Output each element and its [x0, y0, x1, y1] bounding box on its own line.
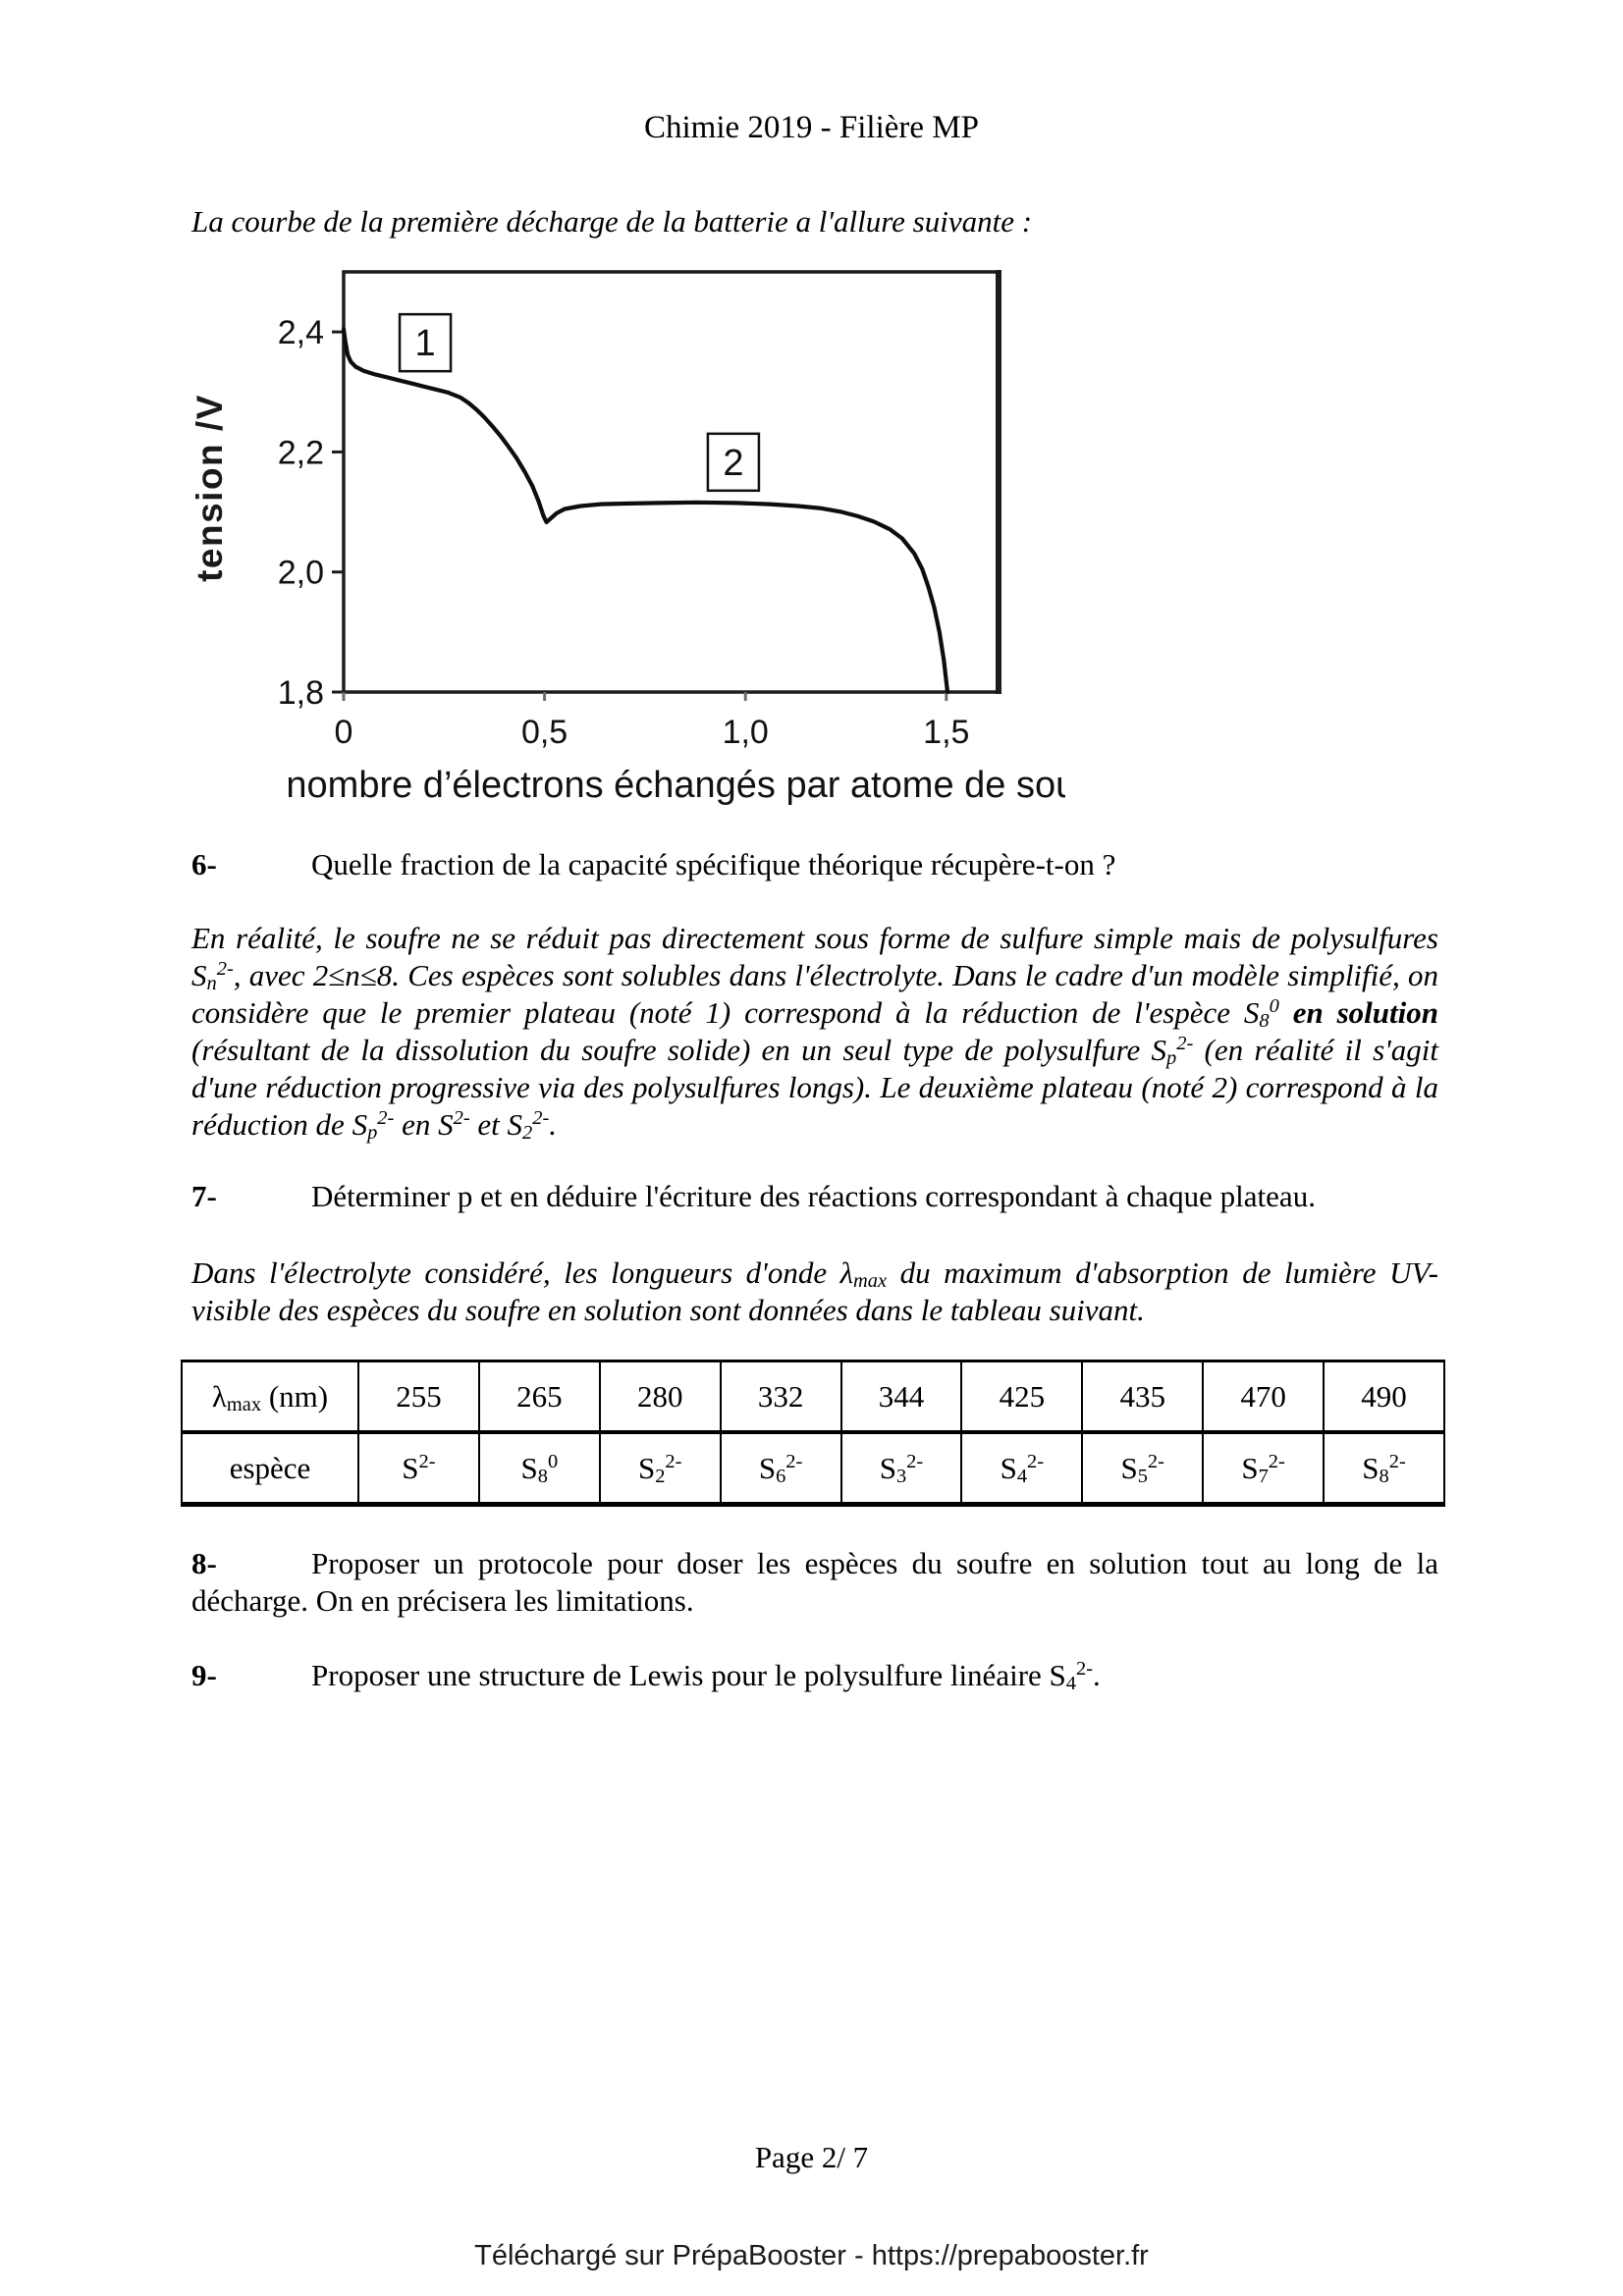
question-text: Proposer un protocole pour doser les espèces du soufre en solution tout au long de la décharge. On en précisera les limitations.: [191, 1546, 1438, 1618]
absorption-table: [181, 1360, 1445, 1507]
y-axis-title: tension /V: [189, 394, 230, 582]
table-cell: $S_4^{2-}$: [961, 1432, 1082, 1505]
question-text: Quelle fraction de la capacité spécifique théorique récupère-t-on ?: [311, 847, 1116, 881]
discharge-chart: [118, 257, 1065, 827]
x-tick-label: 0: [334, 714, 353, 751]
table-cell: 425: [961, 1362, 1082, 1433]
x-axis-title: nombre d’électrons échangés par atome de soufre: [286, 765, 1065, 806]
question-6: [191, 846, 1438, 883]
download-footer: Téléchargé sur PrépaBooster - https://prepabooster.fr: [474, 2240, 1149, 2271]
x-tick-label: 0,5: [520, 714, 568, 751]
page-title: Chimie 2019 - Filière MP: [644, 110, 979, 145]
y-tick-label: 2,4: [277, 314, 324, 352]
plateau-1-label: 1: [414, 323, 436, 365]
table-cell: 470: [1203, 1362, 1324, 1433]
table-cell: $S_2^{2-}$: [600, 1432, 721, 1505]
table-cell-header: espèce: [182, 1432, 358, 1505]
y-tick-label: 1,8: [277, 674, 324, 712]
table-cell: 344: [841, 1362, 962, 1433]
table-row-espece: [182, 1432, 1444, 1505]
question-number: 8-: [191, 1546, 217, 1580]
y-tick-label: 2,0: [277, 554, 324, 592]
y-tick-label: 2,2: [277, 434, 324, 472]
table-cell: $S_8^0$: [479, 1432, 600, 1505]
discharge-curve: [344, 329, 947, 692]
table-row-lambda: [182, 1362, 1444, 1433]
x-tick-label: 1,0: [722, 714, 769, 751]
table-cell: $S^{2-}$: [358, 1432, 479, 1505]
table-cell: 332: [721, 1362, 841, 1433]
table-cell: $S_5^{2-}$: [1082, 1432, 1203, 1505]
table-cell: 255: [358, 1362, 479, 1433]
question-number: 7-: [191, 1179, 217, 1213]
question-8: [191, 1545, 1438, 1620]
table-cell: $S_6^{2-}$: [721, 1432, 841, 1505]
paragraph-absorption: Dans l'électrolyte considéré, les longueurs d'onde $\lambda_{max}$ du maximum d'absorption de lumière UV-visible des espèces du soufre en solution sont données dans le tableau suivant.: [191, 1255, 1438, 1327]
table-cell: 265: [479, 1362, 600, 1433]
intro-text: La courbe de la première décharge de la batterie a l'allure suivante :: [191, 204, 1033, 239]
question-9: [191, 1657, 1438, 1694]
table-cell: $S_3^{2-}$: [841, 1432, 962, 1505]
question-7: [191, 1178, 1438, 1215]
question-number: 9-: [191, 1658, 217, 1692]
discharge-chart-svg: [118, 257, 1065, 827]
x-tick-label: 1,5: [923, 714, 970, 751]
page-number: Page 2/ 7: [754, 2140, 869, 2174]
paragraph-polysulfures: En réalité, le soufre ne se réduit pas directement sous forme de sulfure simple mais de polysulfures $S_n^{2-}$, avec 2≤n≤8. Ces espèces sont solubles dans l'électrolyte. Dans le cadre d'un modèle simplifié, on considère que le premier plateau (noté 1) correspond à la réduction de l'espèce $S_8^0$ en solution (résultant de la dissolution du soufre solide) en un seul type de polysulfure $S_p^{2-}$ (en réalité il s'agit d'une réduction progressive via des polysulfures longs). Le deuxième plateau (noté 2) correspond à la réduction de $S_p^{2-}$ en $S^{2-}$ et $S_2^{2-}$.: [191, 921, 1438, 1145]
plateau-2-label: 2: [723, 442, 744, 484]
table-cell: 490: [1324, 1362, 1444, 1433]
question-number: 6-: [191, 847, 217, 881]
question-text: Proposer une structure de Lewis pour le polysulfure linéaire $S_4^{2-}$.: [311, 1657, 1101, 1695]
table-cell-header: $\lambda_{max}$ (nm): [182, 1362, 358, 1433]
table-cell: 435: [1082, 1362, 1203, 1433]
table-cell: $S_8^{2-}$: [1324, 1432, 1444, 1505]
question-text: Déterminer p et en déduire l'écriture des réactions correspondant à chaque plateau.: [311, 1179, 1316, 1213]
table-cell: 280: [600, 1362, 721, 1433]
table-cell: $S_7^{2-}$: [1203, 1432, 1324, 1505]
